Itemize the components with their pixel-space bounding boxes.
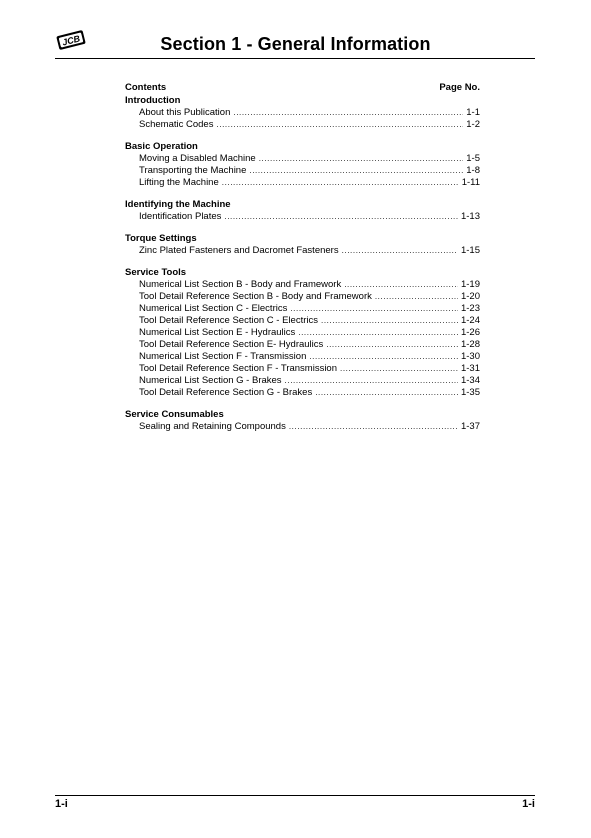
toc-leader-dots	[340, 363, 458, 375]
toc-entry[interactable]	[125, 303, 480, 315]
toc-section	[125, 233, 480, 257]
toc-leader-dots	[249, 165, 463, 177]
toc-entry[interactable]	[125, 327, 480, 339]
toc-entry-label: Numerical List Section G - Brakes	[139, 375, 282, 386]
toc-sections	[125, 95, 480, 433]
toc-entry-label: Tool Detail Reference Section F - Transmission	[139, 363, 337, 374]
toc-leader-dots	[375, 291, 458, 303]
toc-entry-label: Sealing and Retaining Compounds	[139, 421, 286, 432]
toc-entry-page: 1-13	[460, 211, 480, 222]
toc-entry-page: 1-5	[466, 153, 480, 164]
toc-header	[125, 81, 480, 95]
toc-entry[interactable]	[125, 363, 480, 375]
toc-leader-dots	[289, 421, 458, 433]
toc-entry-label: Transporting the Machine	[139, 165, 247, 176]
toc-leader-dots	[326, 339, 458, 351]
toc-leader-dots	[290, 303, 458, 315]
toc-entry[interactable]	[125, 165, 480, 177]
toc-entry-page: 1-37	[460, 421, 480, 432]
toc-section-title: Basic Operation	[125, 141, 198, 152]
toc-entry[interactable]	[125, 421, 480, 433]
toc-leader-dots	[342, 245, 458, 257]
toc-section	[125, 95, 480, 131]
toc-entry[interactable]	[125, 351, 480, 363]
toc-entry-page: 1-20	[460, 291, 480, 302]
toc-leader-dots	[298, 327, 458, 339]
toc-entry-label: Identification Plates	[139, 211, 222, 222]
toc-section-title: Service Consumables	[125, 409, 224, 420]
toc-entry[interactable]	[125, 153, 480, 165]
toc-leader-dots	[321, 315, 458, 327]
toc-entry-page: 1-31	[460, 363, 480, 374]
toc-entry-label: Tool Detail Reference Section E- Hydraulics	[139, 339, 324, 350]
toc-entry-page: 1-1	[466, 107, 480, 118]
toc-entry[interactable]	[125, 107, 480, 119]
toc-entry-page: 1-30	[460, 351, 480, 362]
toc-section-title: Identifying the Machine	[125, 199, 231, 210]
toc-leader-dots	[259, 153, 464, 165]
toc-entry-page: 1-35	[460, 387, 480, 398]
toc-entry-label: Lifting the Machine	[139, 177, 219, 188]
footer-rule	[55, 795, 535, 796]
toc-section-title: Introduction	[125, 95, 181, 106]
toc-entry-page: 1-28	[460, 339, 480, 350]
footer-page-number-right: 1-i	[522, 798, 535, 810]
toc-entry[interactable]	[125, 291, 480, 303]
toc-entry-label: Numerical List Section C - Electrics	[139, 303, 288, 314]
toc-entry-label: Tool Detail Reference Section G - Brakes	[139, 387, 313, 398]
toc-entry[interactable]	[125, 339, 480, 351]
toc-entry-label: Tool Detail Reference Section B - Body and Framework	[139, 291, 372, 302]
toc-section	[125, 409, 480, 433]
toc-section-title: Service Tools	[125, 267, 187, 278]
toc-entry[interactable]	[125, 119, 480, 131]
toc-leader-dots	[224, 211, 458, 223]
toc-leader-dots	[344, 279, 458, 291]
toc-entry[interactable]	[125, 245, 480, 257]
contents-label: Contents	[125, 82, 167, 93]
toc-entry[interactable]	[125, 279, 480, 291]
toc-entry[interactable]	[125, 177, 480, 189]
toc-entry[interactable]	[125, 387, 480, 399]
toc-entry-page: 1-23	[460, 303, 480, 314]
table-of-contents	[125, 81, 480, 443]
toc-section-title: Torque Settings	[125, 233, 197, 244]
footer-page-number-left: 1-i	[55, 798, 68, 810]
toc-leader-dots	[222, 177, 459, 189]
toc-leader-dots	[233, 107, 463, 119]
toc-entry-page: 1-19	[460, 279, 480, 290]
page-no-label: Page No.	[439, 82, 480, 93]
toc-entry-page: 1-34	[460, 375, 480, 386]
header-rule	[55, 58, 535, 59]
toc-leader-dots	[315, 387, 458, 399]
toc-entry-page: 1-15	[460, 245, 480, 256]
toc-entry-label: Numerical List Section B - Body and Framework	[139, 279, 342, 290]
toc-entry-label: About this Publication	[139, 107, 231, 118]
toc-leader-dots	[216, 119, 463, 131]
toc-entry-page: 1-11	[461, 177, 480, 188]
toc-section	[125, 141, 480, 189]
toc-leader-dots	[285, 375, 458, 387]
toc-entry-page: 1-2	[466, 119, 480, 130]
toc-entry[interactable]	[125, 375, 480, 387]
toc-entry-page: 1-26	[460, 327, 480, 338]
svg-text:JCB: JCB	[61, 33, 82, 48]
toc-entry-label: Tool Detail Reference Section C - Electrics	[139, 315, 318, 326]
toc-entry[interactable]	[125, 315, 480, 327]
toc-entry-label: Numerical List Section E - Hydraulics	[139, 327, 296, 338]
toc-entry-page: 1-8	[466, 165, 480, 176]
toc-leader-dots	[309, 351, 458, 363]
toc-entry[interactable]	[125, 211, 480, 223]
toc-entry-label: Zinc Plated Fasteners and Dacromet Fasteners	[139, 245, 339, 256]
toc-entry-label: Moving a Disabled Machine	[139, 153, 256, 164]
toc-section	[125, 199, 480, 223]
toc-entry-label: Schematic Codes	[139, 119, 214, 130]
toc-entry-label: Numerical List Section F - Transmission	[139, 351, 307, 362]
toc-section	[125, 267, 480, 399]
toc-entry-page: 1-24	[460, 315, 480, 326]
page-title: Section 1 - General Information	[160, 34, 431, 54]
